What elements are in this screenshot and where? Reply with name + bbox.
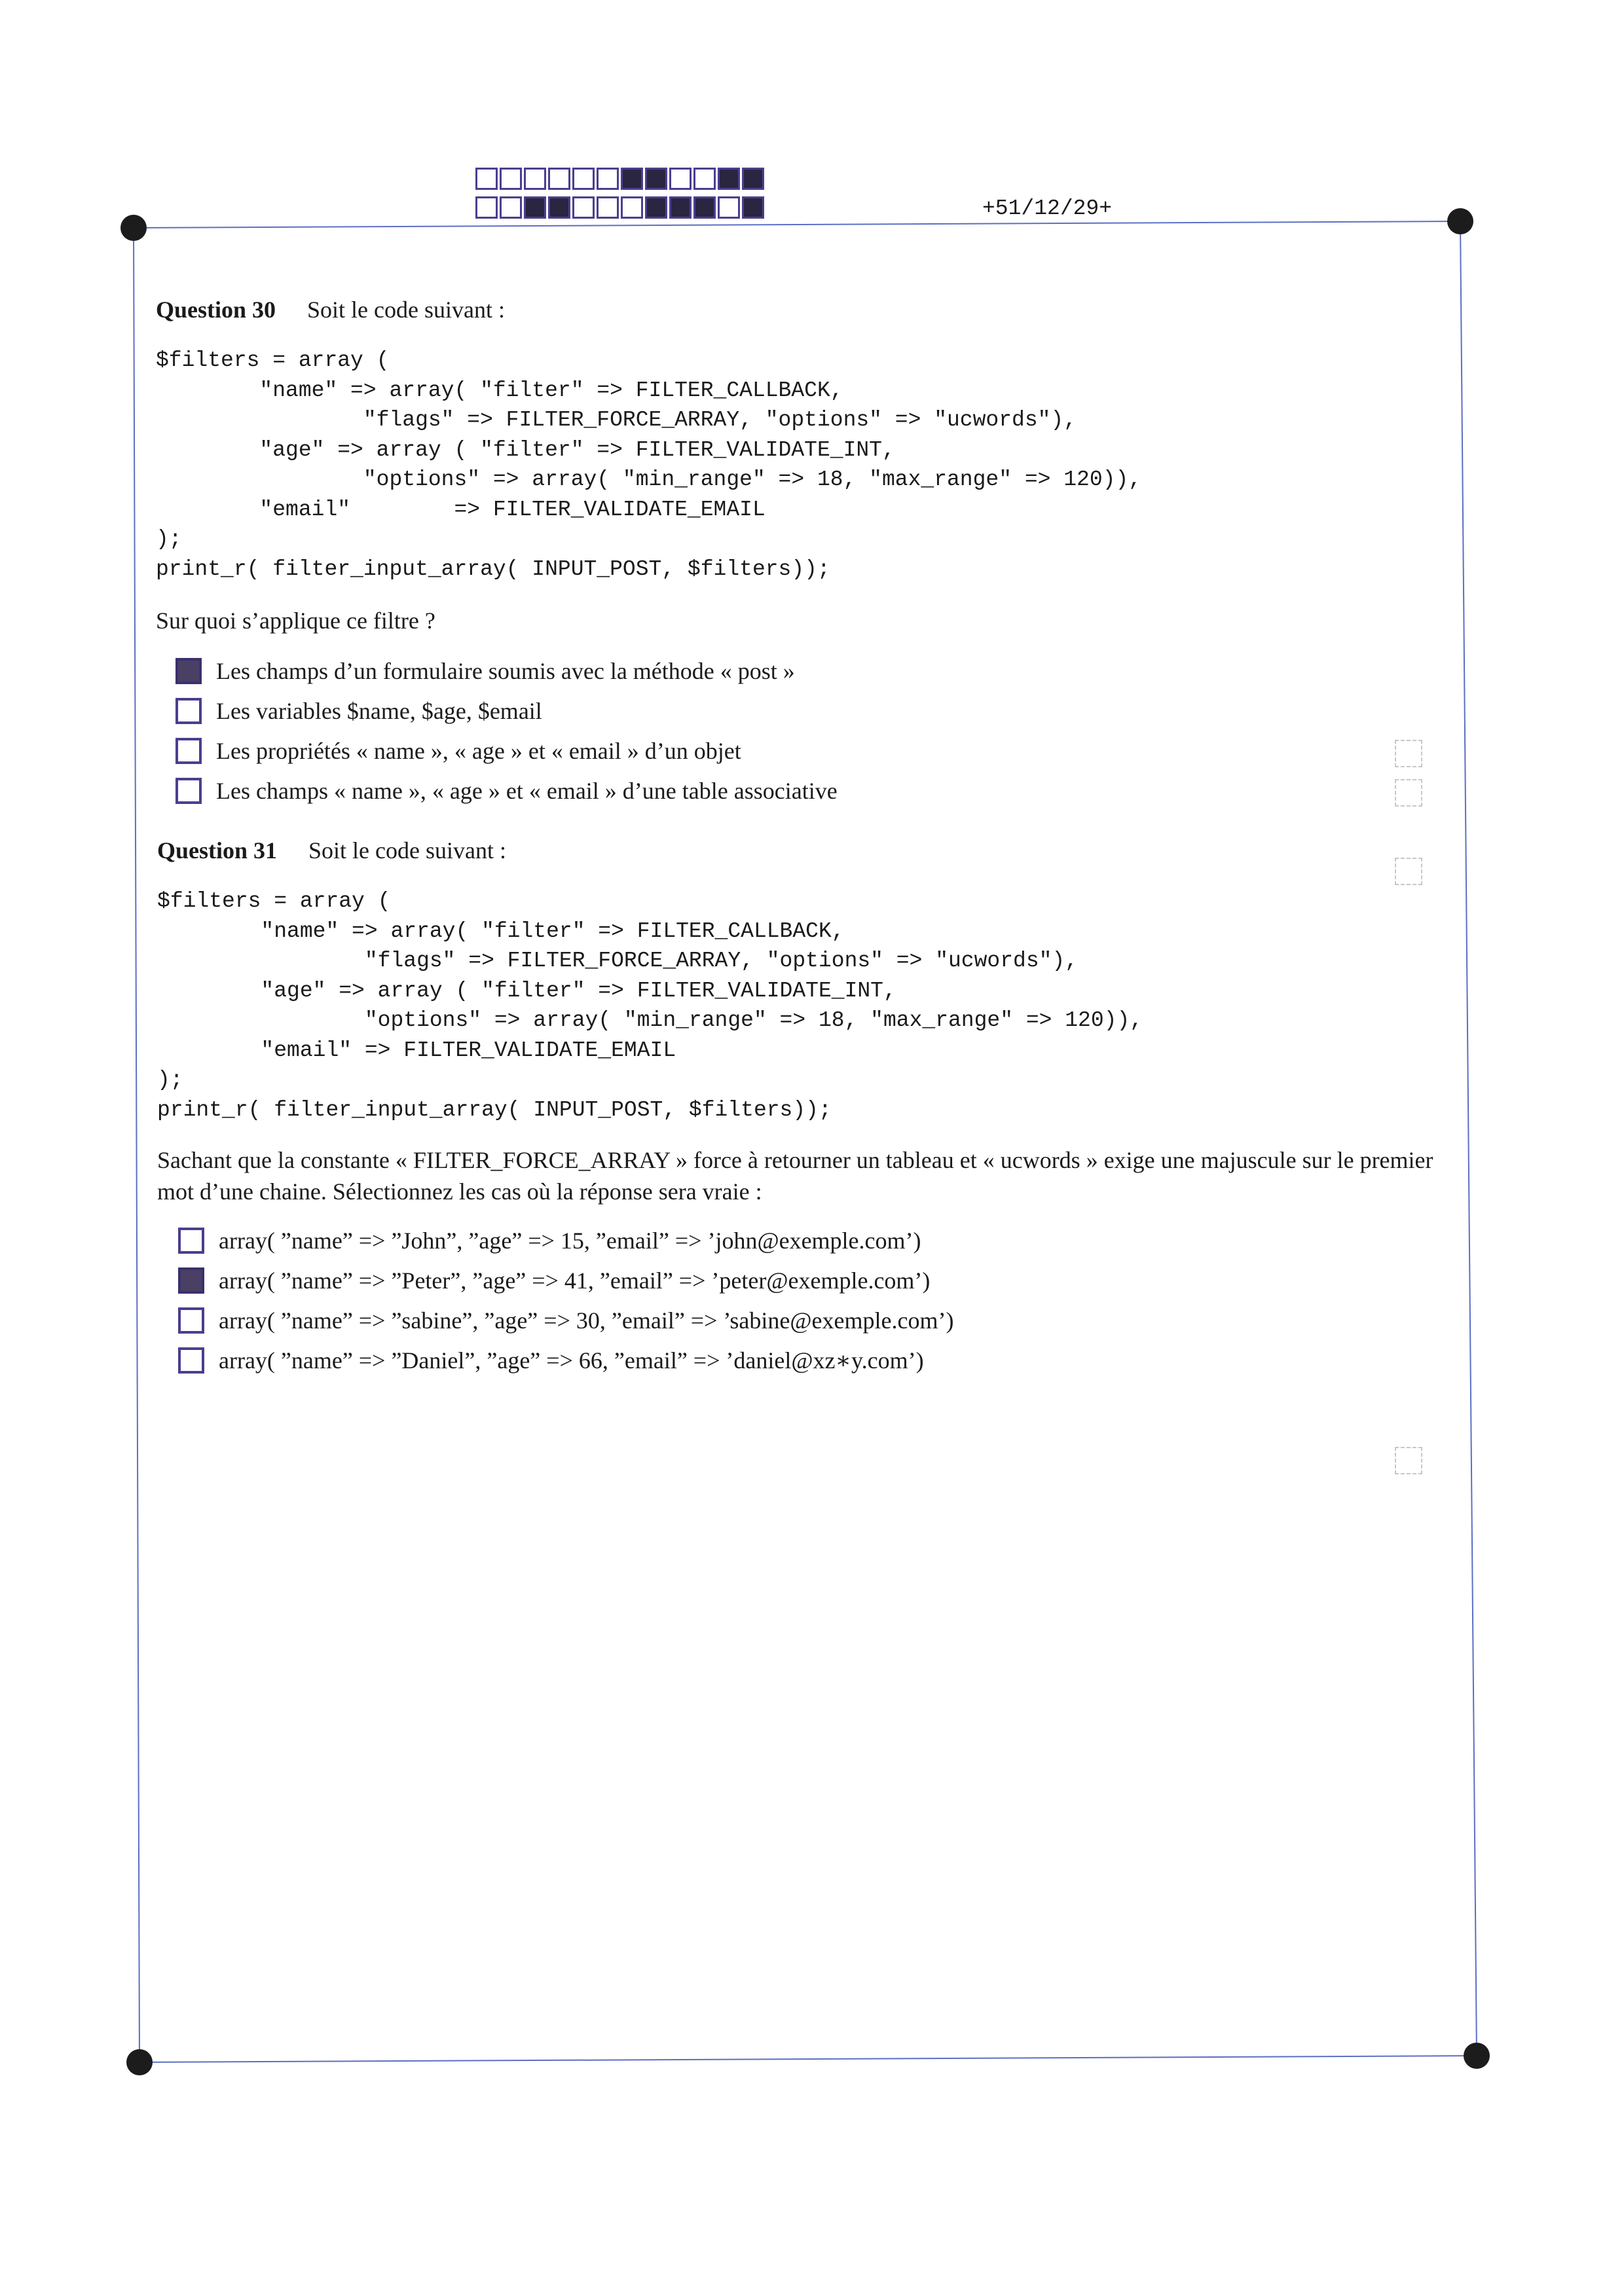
answer-label: array( ”name” => ”sabine”, ”age” => 30, ”email” => ’sabine@exemple.com’) <box>219 1307 954 1334</box>
margin-scan-mark <box>1395 740 1422 767</box>
corner-mark-bottom-right <box>1464 2043 1490 2069</box>
id-code-cell <box>524 196 546 219</box>
id-code-cell <box>718 196 740 219</box>
id-code-cell <box>621 196 643 219</box>
answer-label: array( ”name” => ”Peter”, ”age” => 41, ”email” => ’peter@exemple.com’) <box>219 1267 931 1294</box>
question-30-header <box>156 296 505 323</box>
answer-checkbox[interactable] <box>178 1228 204 1254</box>
answer-label: array( ”name” => ”Daniel”, ”age” => 66, ”email” => ’daniel@xz∗y.com’) <box>219 1347 924 1374</box>
answer-option[interactable] <box>175 691 838 731</box>
question-31-header <box>157 837 506 864</box>
question-number: Question 31 <box>157 837 278 864</box>
id-code-cell <box>475 168 498 190</box>
id-code-cell <box>669 168 692 190</box>
id-code-cell <box>572 196 595 219</box>
answer-label: Les variables $name, $age, $email <box>216 697 542 724</box>
answer-checkbox[interactable] <box>178 1347 204 1374</box>
id-code-cell <box>597 196 619 219</box>
answer-label: Les champs « name », « age » et « email » d’une table associative <box>216 777 838 804</box>
answer-checkbox[interactable] <box>175 738 202 764</box>
id-code-cell <box>718 168 740 190</box>
code-block: $filters = array ( "name" => array( "filter" => FILTER_CALLBACK, "flags" => FILTER_FORCE_ARRAY, "options" => "ucwords"), "age" => array ( "filter" => FILTER_VALIDATE_INT, "options" => array( "min_range" => 18, "max_range" => 120)), "email" => FILTER_VALIDATE_EMAIL ); print_r( filter_input_array( INPUT_POST, $filters)); <box>157 889 1143 1122</box>
answer-label: Les propriétés « name », « age » et « email » d’un objet <box>216 737 741 764</box>
id-code-cell <box>742 196 764 219</box>
answer-label: Les champs d’un formulaire soumis avec la méthode « post » <box>216 657 795 684</box>
question-intro: Soit le code suivant : <box>307 297 505 323</box>
answer-list <box>178 1220 953 1380</box>
id-code-cell <box>548 196 570 219</box>
question-number: Question 30 <box>156 297 276 323</box>
answer-checkbox[interactable] <box>178 1267 204 1294</box>
answer-option[interactable] <box>175 731 838 771</box>
id-code-cell <box>742 168 764 190</box>
id-code-row-2 <box>475 196 764 219</box>
answer-option[interactable] <box>178 1300 953 1340</box>
answer-checkbox[interactable] <box>175 698 202 724</box>
answer-option[interactable] <box>178 1340 953 1380</box>
id-code-cell <box>524 168 546 190</box>
margin-scan-mark <box>1395 858 1422 885</box>
id-code-cell <box>621 168 643 190</box>
margin-scan-mark <box>1395 779 1422 807</box>
margin-scan-mark <box>1395 1447 1422 1474</box>
id-code-cell <box>500 168 522 190</box>
corner-mark-bottom-left <box>126 2049 153 2075</box>
question-prompt: Sur quoi s’applique ce filtre ? <box>156 608 435 634</box>
id-code-row-1 <box>475 168 764 190</box>
id-code-cell <box>669 196 692 219</box>
question-intro: Soit le code suivant : <box>308 837 506 864</box>
answer-list <box>175 651 838 811</box>
answer-checkbox[interactable] <box>175 658 202 684</box>
corner-mark-top-left <box>120 215 147 241</box>
code-block: $filters = array ( "name" => array( "filter" => FILTER_CALLBACK, "flags" => FILTER_FORCE_ARRAY, "options" => "ucwords"), "age" => array ( "filter" => FILTER_VALIDATE_INT, "options" => array( "min_range" => 18, "max_range" => 120)), "email" => FILTER_VALIDATE_EMAIL ); print_r( filter_input_array( INPUT_POST, $filters)); <box>156 348 1142 581</box>
answer-checkbox[interactable] <box>178 1307 204 1334</box>
answer-option[interactable] <box>178 1220 953 1260</box>
id-code-cell <box>500 196 522 219</box>
id-code-cell <box>645 196 667 219</box>
id-code-cell <box>645 168 667 190</box>
id-code-cell <box>548 168 570 190</box>
question-prompt: Sachant que la constante « FILTER_FORCE_ARRAY » force à retourner un tableau et « ucwords » exige une majuscule sur le premier mot d’une chaine. Sélectionnez les cas où la réponse sera vraie : <box>157 1147 1433 1205</box>
answer-option[interactable] <box>175 771 838 811</box>
id-code-cell <box>693 168 716 190</box>
page-id: +51/12/29+ <box>982 196 1113 221</box>
id-code-cell <box>693 196 716 219</box>
id-code-cell <box>597 168 619 190</box>
answer-option[interactable] <box>175 651 838 691</box>
answer-checkbox[interactable] <box>175 778 202 804</box>
answer-option[interactable] <box>178 1260 953 1300</box>
answer-label: array( ”name” => ”John”, ”age” => 15, ”email” => ’john@exemple.com’) <box>219 1227 921 1254</box>
id-code-cell <box>572 168 595 190</box>
id-code-cell <box>475 196 498 219</box>
corner-mark-top-right <box>1447 208 1473 234</box>
